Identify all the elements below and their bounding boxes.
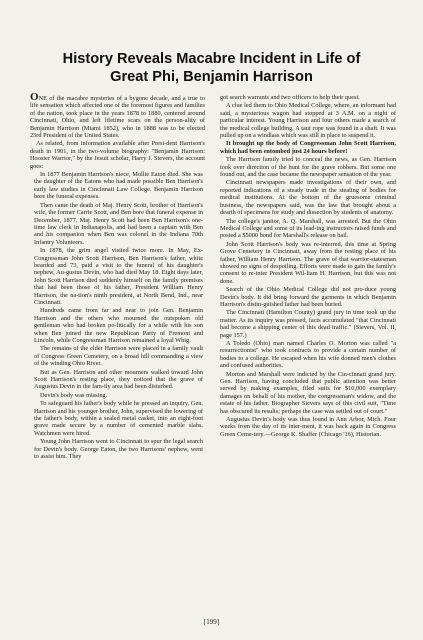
page-number: [199]: [203, 618, 220, 626]
left-column: [30, 91, 205, 462]
paragraph: A Toledo (Ohio) man named Charles O. Morton was called "a resurrectionist" who took contracts to provide a certain number of bodies to a college. He escaped when his wife donned men's clothes and confused authorities.: [220, 340, 396, 370]
paragraph: To safeguard his father's body while he pressed an inquiry, Gen. Harrison and his younger brother, John, supervised the lowering of the father's body, within a sealed metal casket, into an eight-foot grave made secure by a number of cemented marble slabs. Watchmen were hired.: [34, 400, 203, 437]
right-column: [220, 94, 396, 439]
paragraph: Cincinnati newspapers made investigations of their own, and reported indications of a steady trade in the stealing of bodies for medical institutions. At the bottom of the gruesome criminal business, the newspapers said, was the law that brought about a dearth of specimens for study and dissection by students of anatomy.: [220, 179, 396, 217]
paragraph: As related, from information available after Presi-dent Harrison's death in 1901, in the two-volume biography: "Benjamin Harrison: Hoosier Warrior," by the Jesuit scholar, Harry J. Sievers, the account goes:: [30, 140, 205, 170]
paragraph: Devin's body was missing.: [40, 391, 108, 399]
paragraph: In 1878, the grim angel visited twice more. In May, Ex-Congressman John Scott Harrison, Ben Harrison's father, white bearded and 73, paid a visit to the funeral of his daughter's nephew, Au-gustus Devin, who had died May 18. Eight days later, John Scott Harrison died suddenly himself on the family premises that had been those of his father, President William Henry Harrison, the na-tion's ninth president, at North Bend, Ind., near Cincinnati.: [34, 247, 203, 306]
drop-cap: O: [30, 91, 39, 103]
paragraph: Then came the death of Maj. Henry Scott, brother of Harrison's wife, the former Carrie Scott, and Ben bore that funeral expense in December, 1877. Maj. Henry Scott had been Ben Harrison's one-time law clerk in Indianapolis, and had been a captain with Ben and his companion when Ben was colonel in the Indiana 70th Infantry Volunteers.: [34, 201, 203, 246]
paragraph: Augustus Devin's body was thus found in Ann Arbor, Mich. Four weeks from the day of its inter-ment, it was back again in Congress Green Ceme-tery.—George K. Shaffer (Chicago '16), Historian.: [220, 416, 396, 438]
title-line-1: History Reveals Macabre Incident in Life of: [62, 51, 361, 67]
paragraph: In 1877 Benjamin Harrison's niece, Mollie Eaton died. She was the daughter of the Eatons who had made possible Ben Harrison's early law studies in Cincinnati Law College. Benjamin Harrison bore the funeral expenses.: [34, 171, 203, 201]
paragraph: The remains of the elder Harrison were placed in a family vault of Congress Green Cemetery, on a broad hill commanding a view of the winding Ohio River.: [34, 345, 203, 368]
paragraph: Search of the Ohio Medical College did not pro-duce young Devin's body. It did bring forward the garments in which Benjamin Harrison's distin-guished father had been buried.: [220, 286, 396, 308]
paragraph: A clue led them to Ohio Medical College, where, an informant had said, a mysterious wagon had stopped at 3 A.M. on a night of particular interest. Young Harrison and four others made a search of the medical college building. A taut rope was found in a shaft. It was pulled up on a windlass which was still in place to suspend it.: [220, 102, 396, 140]
paragraph: Hundreds came from far and near to join Gen. Benjamin Harrison and the others who mourned the outspoken old gentleman who had broken po-litically for a while with his son when Ben joined the new Republican Party of Fremont and Lincoln, while Congressman Harrison remained a loyal Whig.: [34, 307, 203, 344]
paragraph: John Scott Harrison's body was re-interred, this time at Spring Grove Cemetery in Cincinnati, away from the resting place of his father, William Henry Harrison. The grave of that warrior-statesman showed no signs of despoiling. Efforts were made to gain the family's consent to re-inter President Wil-liam H. Harrison, but this was not done.: [220, 240, 396, 285]
paragraph: Morton and Marshall were indicted by the Cin-cinnati grand jury. Gen. Harrison, having concluded that public attention was better served by making examples, filed suits for $10,000 exemplary damages on behalf of his mother, the congressman's widow, and the estate of his father. Biographer Sievers says of this civil suit, "Time has obscured its results; perhaps the case was settled out of court.": [220, 370, 396, 415]
paragraph: The college's janitor, A. Q. Marshall, was arrested. But the Ohio Medical College and some of its lead-ing instructors raised funds and posted a $5000 bond for Marshall's release on bail.: [220, 217, 396, 240]
paragraph: It brought up the body of Congressman John Scott Harrison, which had been entombed just 24 hours before!: [220, 140, 396, 155]
paragraph: The Cincinnati (Hamilton County) grand jury in time took up the matter. As its inquiry was pressed, facts accumulated "that Cincinnati had become a shipping center of this dead traffic." (Sievers, Vol. II, page 157.): [220, 309, 396, 339]
paragraph: But as Gen. Harrison and other mourners walked toward John Scott Harrison's resting place, they noticed that the grave of Augustus Devin in the fam-ily area had been disturbed.: [34, 368, 203, 391]
paragraph: got search warrants and two officers to help their quest.: [220, 94, 360, 101]
paragraph: [30, 91, 205, 140]
title-line-2: Great Phi, Benjamin Harrison: [110, 69, 313, 85]
paragraph: Young John Harrison went to Cincinnati to spur the legal search for Devin's body. George Eaton, the two Harrisons' nephew, went to assist him. They: [34, 438, 203, 461]
article-title: [30, 50, 393, 86]
paragraph: The Harrison family tried to conceal the news, as Gen. Harrison took over direction of the hunt for the grave robbers. But some one found out, and the case became the newspaper sensation of the year.: [220, 156, 396, 179]
paragraph-text: NE of the macabre mysteries of a bygone decade, and a true to life sensation which affected one of the foremost figures and families of the nation, took place in the years 1878 to 1880, centered around Cincinnati, Ohio, and left lifetime scars on the person-ality of Benjamin Harrison (Miami 1852), who in 1888 was to be elected 23rd President of the United States.: [30, 95, 205, 140]
